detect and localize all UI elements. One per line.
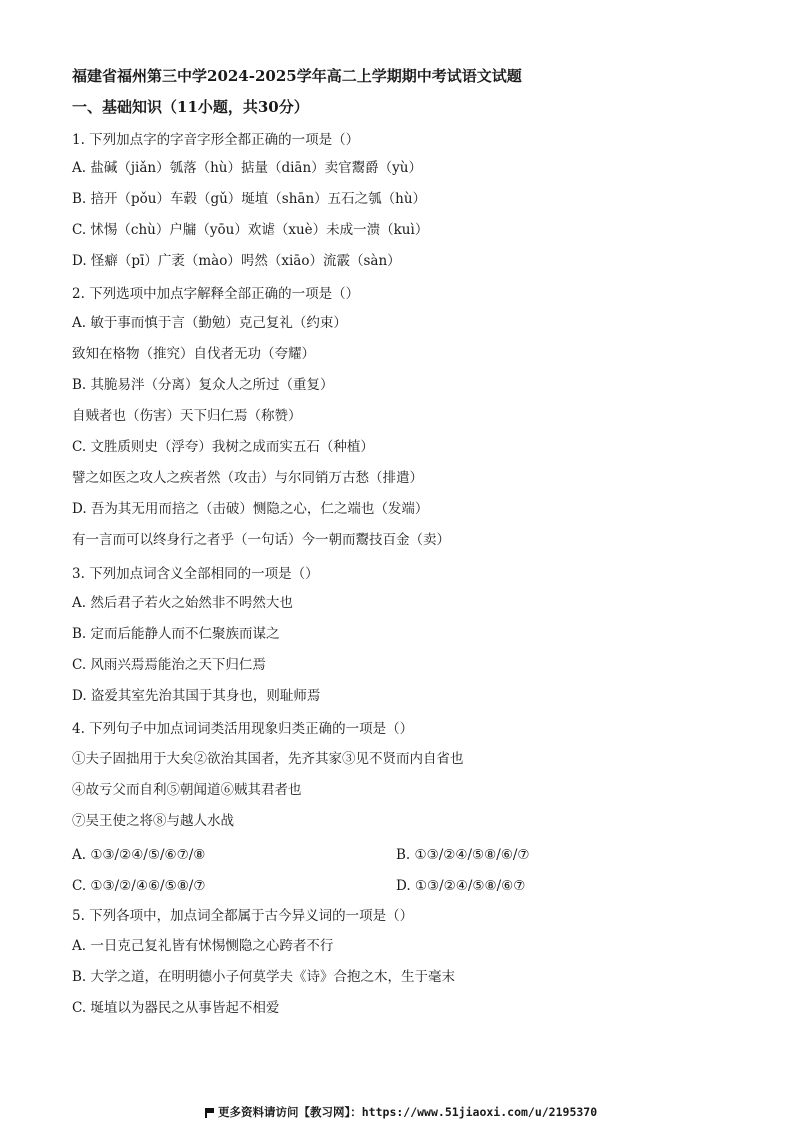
question-4-stem: 4. 下列句子中加点词词类活用现象归类正确的一项是（） xyxy=(72,721,414,737)
question-2-option-c-line1: C. 文胜质则史（浮夸）我树之成而实五石（种植） xyxy=(72,439,374,455)
question-4-option-c: C. ①③/②/④⑥/⑤⑧/⑦ xyxy=(72,878,206,894)
question-5-stem: 5. 下列各项中，加点词全都属于古今异义词的一项是（） xyxy=(72,908,414,924)
question-1-option-d: D. 怪癖（pī）广袤（mào）呺然（xiāo）流霰（sàn） xyxy=(72,253,401,269)
question-2-option-d-line1: D. 吾为其无用而掊之（击破）恻隐之心，仁之端也（发端） xyxy=(72,501,429,517)
question-4-option-d: D. ①③/②④/⑤⑧/⑥⑦ xyxy=(396,878,526,894)
question-3-stem: 3. 下列加点词含义全部相同的一项是（） xyxy=(72,566,319,582)
footer-link[interactable] xyxy=(205,1104,597,1120)
question-1-option-a: A. 盐碱（jiǎn）瓠落（hù）掂量（diān）卖官鬻爵（yù） xyxy=(72,160,422,176)
question-2-option-b-line2: 自贼者也（伤害）天下归仁焉（称赞） xyxy=(72,408,302,424)
question-2-stem: 2. 下列选项中加点字解释全部正确的一项是（） xyxy=(72,286,360,302)
question-4-option-a: A. ①③/②④/⑤/⑥⑦/⑧ xyxy=(72,847,206,863)
question-3-option-d: D. 盗爱其室先治其国于其身也，则耻师焉 xyxy=(72,688,321,704)
question-5-option-a: A. 一日克己复礼皆有怵惕恻隐之心跨者不行 xyxy=(72,938,334,954)
question-4-option-b: B. ①③/②④/⑤⑧/⑥/⑦ xyxy=(396,847,530,863)
question-2-option-d-line2: 有一言而可以终身行之者乎（一句话）今一朝而鬻技百金（卖） xyxy=(72,532,450,548)
question-3-option-b: B. 定而后能静人而不仁聚族而谋之 xyxy=(72,626,280,642)
question-5-option-c: C. 埏埴以为器民之从事皆起不相爱 xyxy=(72,1000,280,1016)
question-2-option-a-line1: A. 敏于事而慎于言（勤勉）克己复礼（约束） xyxy=(72,315,347,331)
question-3-option-a: A. 然后君子若火之始然非不呺然大也 xyxy=(72,595,293,611)
footer-text: 更多资料请访问【教习网】：https://www.51jiaoxi.com/u/2195370 xyxy=(218,1105,598,1119)
question-1-option-b: B. 掊开（pǒu）车毂（gǔ）埏埴（shān）五石之瓠（hù） xyxy=(72,191,427,207)
question-1-stem: 1. 下列加点字的字音字形全都正确的一项是（） xyxy=(72,132,360,148)
exam-title: 福建省福州第三中学2024-2025学年高二上学期期中考试语文试题 xyxy=(72,67,522,85)
question-2-option-c-line2: 譬之如医之攻人之疾者然（攻击）与尔同销万古愁（排遣） xyxy=(72,470,423,486)
question-4-sentences-line1: ①夫子固拙用于大矣②欲治其国者，先齐其家③见不贤而内自省也 xyxy=(72,751,464,767)
question-2-option-a-line2: 致知在格物（推究）自伐者无功（夸耀） xyxy=(72,346,315,362)
flag-icon xyxy=(205,1108,214,1117)
question-3-option-c: C. 风雨兴焉焉能治之天下归仁焉 xyxy=(72,657,266,673)
question-4-sentences-line2: ④故亏父而自利⑤朝闻道⑥贼其君者也 xyxy=(72,782,302,798)
question-4-sentences-line3: ⑦吴王使之将⑧与越人水战 xyxy=(72,813,234,829)
section-heading: 一、基础知识（11小题，共30分） xyxy=(72,98,309,116)
question-5-option-b: B. 大学之道，在明明德小子何莫学夫《诗》合抱之木，生于毫末 xyxy=(72,969,456,985)
question-2-option-b-line1: B. 其脆易泮（分离）复众人之所过（重复） xyxy=(72,377,334,393)
question-1-option-c: C. 怵惕（chù）户牖（yōu）欢谑（xuè）未成一溃（kuì） xyxy=(72,222,429,238)
